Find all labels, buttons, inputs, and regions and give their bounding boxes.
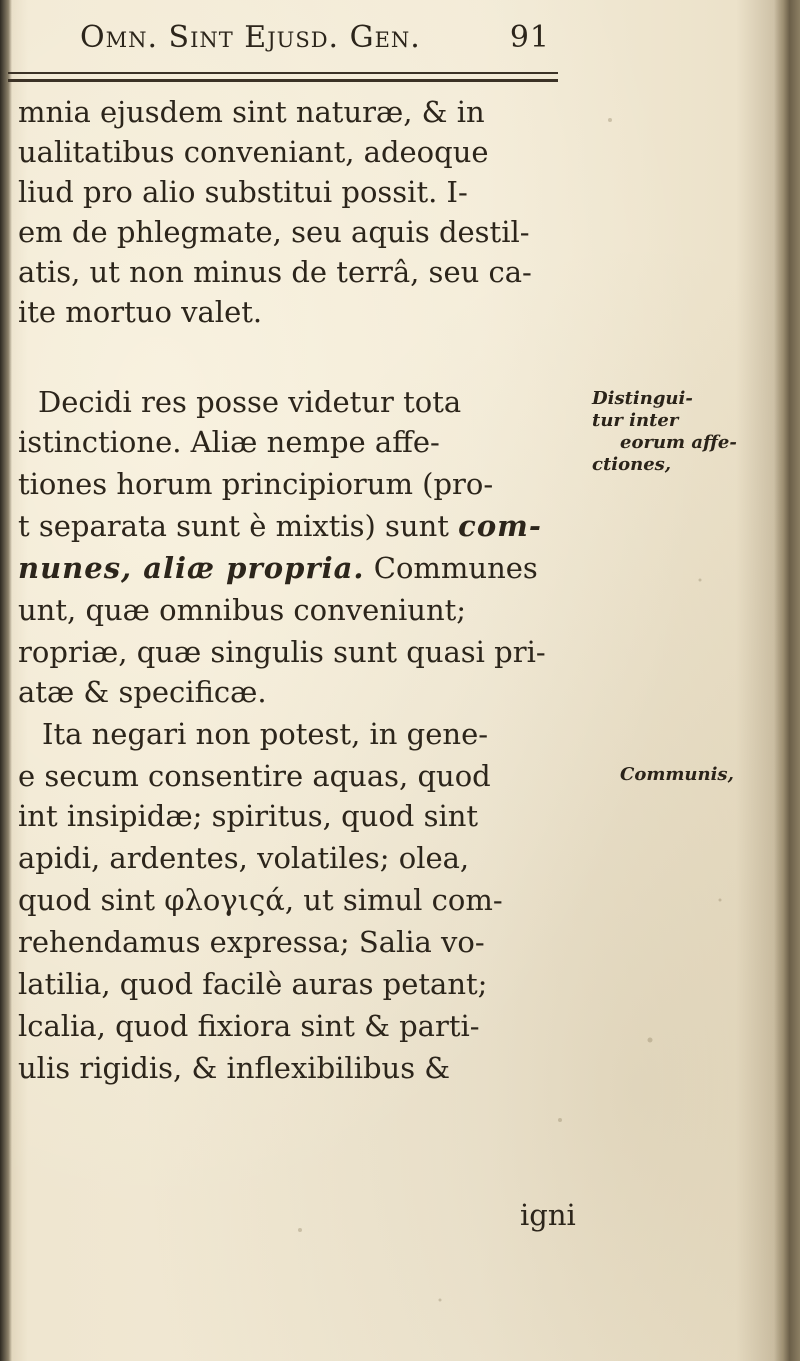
text-line [18,506,542,546]
text-line: rehendamus expressa; Salia vo- [18,925,485,959]
running-title: Omn. Sint Ejusd. Gen. [80,20,421,55]
text-run: Communes [364,551,538,585]
margin-note-line: tur inter [592,410,679,431]
text-line: ulis rigidis, & inflexibilibus & [18,1051,451,1085]
text-line: apidi, ardentes, volatiles; olea, [18,841,470,875]
text-line: quod sint φλογιςά, ut simul com- [18,883,503,917]
margin-note-line: eorum affe- [620,432,737,453]
margin-note-line: Distingui- [592,388,693,409]
page-number: 91 [509,20,550,55]
text-line: atæ & specificæ. [18,675,267,709]
text-line: ropriæ, quæ singulis sunt quasi pri- [18,635,546,669]
text-line: liud pro alio substitui possit. I- [18,175,468,209]
text-line: int insipidæ; spiritus, quod sint [18,799,479,833]
text-line: Ita negari non potest, in gene- [42,717,489,751]
text-run: t separata sunt è mixtis) sunt [18,509,459,543]
header-rule [8,72,558,82]
text-line: unt, quæ omnibus conveniunt; [18,593,467,627]
text-line: em de phlegmate, seu aquis destil- [18,215,530,249]
text-line: lcalia, quod fixiora sint & parti- [18,1009,480,1043]
text-line: latilia, quod facilè auras petant; [18,967,488,1001]
running-header [80,18,550,58]
text-line: ualitatibus conveniant, adeoque [18,135,489,169]
text-line [18,548,538,588]
text-line: e secum consentire aquas, quod [18,759,491,793]
text-line: mnia ejusdem sint naturæ, & in [18,95,485,129]
catchword: igni [520,1198,576,1232]
italic-run: propria. [226,551,365,585]
margin-note-communis: Communis, [620,764,734,785]
page-edge [774,0,800,1361]
text-line: istinctione. Aliæ nempe affe- [18,425,440,459]
text-line: ite mortuo valet. [18,295,263,329]
margin-note-distinguitur [592,388,737,476]
italic-run: com- [458,509,542,543]
text-line: Decidi res posse videtur tota [38,385,462,419]
margin-note-line: ctiones, [592,454,672,475]
text-line: atis, ut non minus de terrâ, seu ca- [18,255,532,289]
text-line: tiones horum principiorum (pro- [18,467,494,501]
gutter-shadow [0,0,12,1361]
text-run: nunes, aliæ [18,551,227,585]
